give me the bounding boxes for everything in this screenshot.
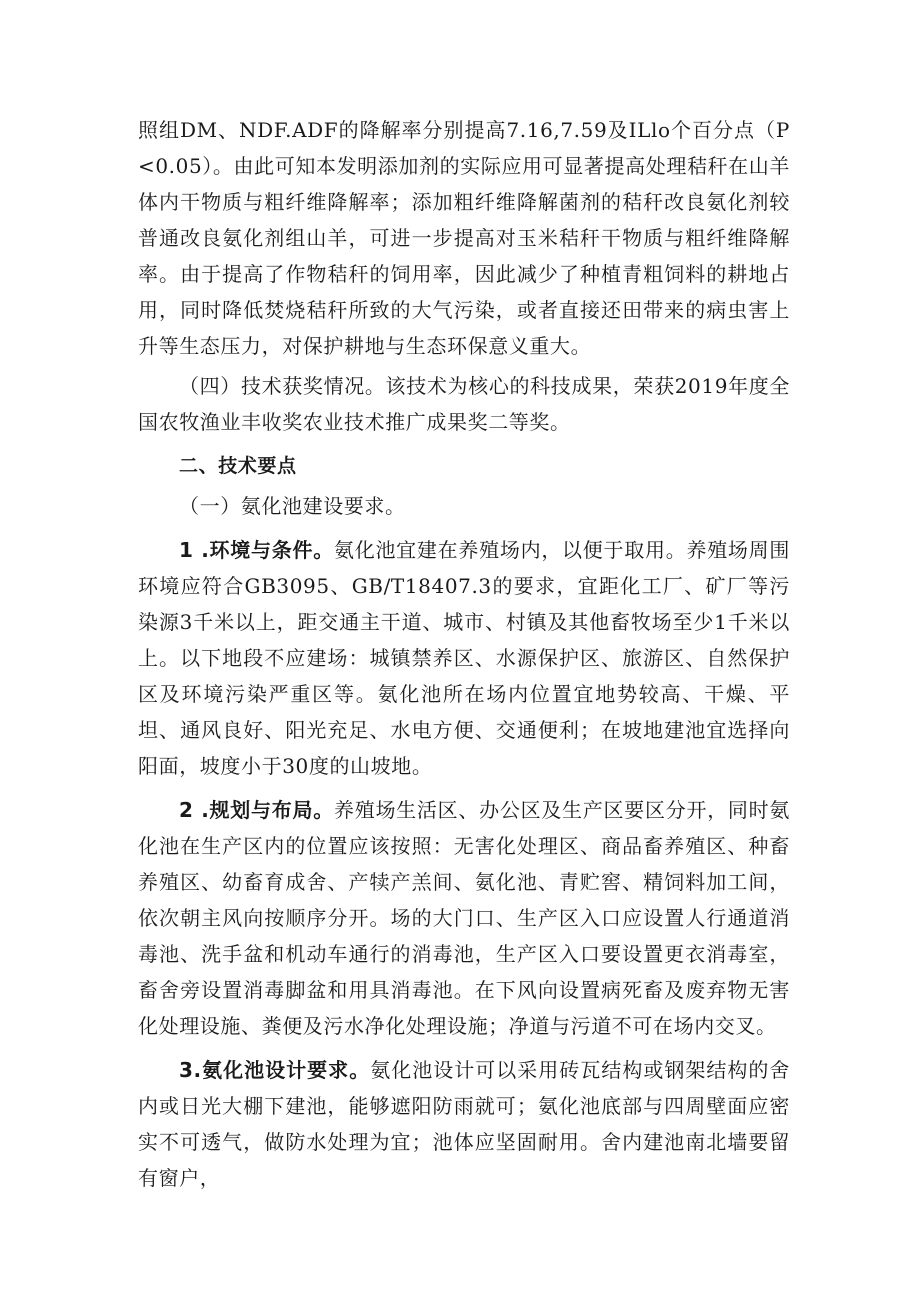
item-body-design: 氨化池设计可以采用砖瓦结构或钢架结构的舍内或日光大棚下建池，能够遮阳防雨就可；氨化池底部与四周壁面应密实不可透气，做防水处理为宜；池体应坚固耐用。舍内建池南北墙要留有窗户，: [138, 1058, 791, 1190]
subsection-heading-ammoniation-pit: （一）氨化池建设要求。: [179, 494, 406, 518]
item-title-environment: 1 .环境与条件。: [179, 538, 334, 562]
item-title-planning: 2 .规划与布局。: [179, 798, 334, 822]
document-page: [138, 112, 790, 1196]
paragraph-environment-conditions: [138, 532, 790, 784]
paragraph-pit-design: [138, 1052, 790, 1196]
item-body-environment: 氨化池宜建在养殖场内，以便于取用。养殖场周围环境应符合GB3095、GB/T18407.3的要求，宜距化工厂、矿厂等污染源3千米以上，距交通主干道、城市、村镇及其他畜牧场至少1千米以上。以下地段不应建场：城镇禁养区、水源保护区、旅游区、自然保护区及环境污染严重区等。氨化池所在场内位置宜地势较高、干燥、平坦、通风良好、阳光充足、水电方便、交通便利；在坡地建池宜选择向阳面，坡度小于30度的山坡地。: [138, 538, 790, 778]
paragraph-award-info: （四）技术获奖情况。该技术为核心的科技成果，荣获2019年度全国农牧渔业丰收奖农业技术推广成果奖二等奖。: [138, 374, 790, 434]
paragraph-degradation-results: 照组DM、NDF.ADF的降解率分别提高7.16,7.59及ILlo个百分点（P<0.05）。由此可知本发明添加剂的实际应用可显著提高处理秸秆在山羊体内干物质与粗纤维降解率；添加粗纤维降解菌剂的秸秆改良氨化剂较普通改良氨化剂组山羊，可进一步提高对玉米秸秆干物质与粗纤维降解率。由于提高了作物秸秆的饲用率，因此减少了种植青粗饲料的耕地占用，同时降低焚烧秸秆所致的大气污染，或者直接还田带来的病虫害上升等生态压力，对保护耕地与生态环保意义重大。: [138, 118, 790, 358]
section-heading-technical-points: 二、技术要点: [179, 455, 297, 477]
item-body-planning: 养殖场生活区、办公区及生产区要区分开，同时氨化池在生产区内的位置应该按照：无害化处理区、商品畜养殖区、种畜养殖区、幼畜育成舍、产犊产羔间、氨化池、青贮窖、精饲料加工间，依次朝主风向按顺序分开。场的大门口、生产区入口应设置人行通道消毒池、洗手盆和机动车通行的消毒池，生产区入口要设置更衣消毒室，畜舍旁设置消毒脚盆和用具消毒池。在下风向设置病死畜及废弃物无害化处理设施、粪便及污水净化处理设施；净道与污道不可在场内交叉。: [138, 798, 790, 1038]
item-title-design: 3.氨化池设计要求。: [179, 1058, 371, 1082]
paragraph-planning-layout: [138, 792, 790, 1044]
